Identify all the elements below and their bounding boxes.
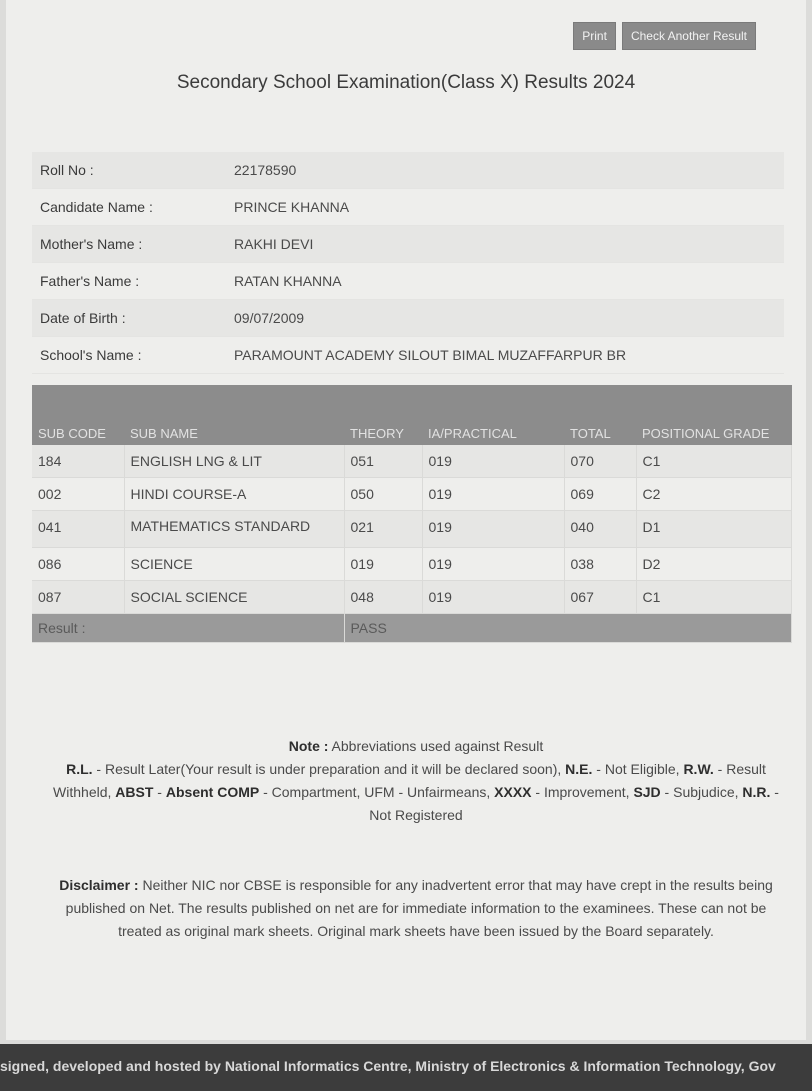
abbreviations-note xyxy=(46,735,786,827)
cell-name: SOCIAL SCIENCE xyxy=(124,581,344,614)
info-value: 09/07/2009 xyxy=(226,300,784,337)
info-value: RATAN KHANNA xyxy=(226,263,784,300)
cell-theory: 021 xyxy=(344,511,422,548)
cell-total: 069 xyxy=(564,478,636,511)
action-buttons xyxy=(573,22,756,50)
cell-grade: C1 xyxy=(636,581,792,614)
cell-practical: 019 xyxy=(422,478,564,511)
table-row xyxy=(32,548,792,581)
abbr-text: - Improvement, xyxy=(531,784,634,800)
table-row xyxy=(32,478,792,511)
cell-total: 038 xyxy=(564,548,636,581)
cell-code: 041 xyxy=(32,511,124,548)
cell-total: 070 xyxy=(564,445,636,478)
abbr: XXXX xyxy=(494,784,532,800)
result-label: Result : xyxy=(32,614,344,643)
disclaimer xyxy=(46,874,786,943)
info-row-candidate-name xyxy=(32,189,784,226)
cell-code: 002 xyxy=(32,478,124,511)
abbr: SJD xyxy=(633,784,661,800)
info-row-mother-name xyxy=(32,226,784,263)
cell-name: MATHEMATICS STANDARD xyxy=(124,511,344,548)
cell-name: ENGLISH LNG & LIT xyxy=(124,445,344,478)
cell-code: 184 xyxy=(32,445,124,478)
header-sub-code: SUB CODE xyxy=(32,385,124,445)
cell-theory: 048 xyxy=(344,581,422,614)
info-label: Father's Name : xyxy=(32,263,226,300)
abbr: ABST xyxy=(115,784,154,800)
cell-theory: 019 xyxy=(344,548,422,581)
abbr-text: - Compartment, UFM - Unfairmeans, xyxy=(259,784,495,800)
info-label: Candidate Name : xyxy=(32,189,226,226)
table-row xyxy=(32,581,792,614)
header-theory: THEORY xyxy=(344,385,422,445)
disclaimer-title: Disclaimer : xyxy=(59,877,139,893)
info-label: Date of Birth : xyxy=(32,300,226,337)
abbr-text: - Result Later(Your result is under preparation and it will be declared soon), xyxy=(92,761,566,777)
candidate-info-table xyxy=(32,152,784,374)
info-label: Mother's Name : xyxy=(32,226,226,263)
info-row-school xyxy=(32,337,784,374)
cell-practical: 019 xyxy=(422,445,564,478)
check-another-result-button[interactable]: Check Another Result xyxy=(622,22,756,50)
abbr-text: - Subjudice, xyxy=(660,784,743,800)
cell-total: 040 xyxy=(564,511,636,548)
info-row-father-name xyxy=(32,263,784,300)
abbr: R.L. xyxy=(66,761,93,777)
abbr-text: - xyxy=(153,784,166,800)
disclaimer-text: Neither NIC nor CBSE is responsible for any inadvertent error that may have crept in the results being published on Net. The results published on net are for immediate information to the examinees. These can not be treated as original mark sheets. Original mark sheets have been issued by the Board separately. xyxy=(65,877,773,939)
abbr-text: - Not Registered xyxy=(369,784,779,823)
table-row xyxy=(32,511,792,548)
cell-practical: 019 xyxy=(422,511,564,548)
info-label: Roll No : xyxy=(32,152,226,189)
abbr: N.R. xyxy=(742,784,771,800)
info-row-roll xyxy=(32,152,784,189)
header-sub-name: SUB NAME xyxy=(124,385,344,445)
cell-total: 067 xyxy=(564,581,636,614)
abbr: Absent COMP xyxy=(165,784,260,800)
cell-grade: D2 xyxy=(636,548,792,581)
cell-code: 087 xyxy=(32,581,124,614)
info-value: RAKHI DEVI xyxy=(226,226,784,263)
info-value: PARAMOUNT ACADEMY SILOUT BIMAL MUZAFFARPUR BR xyxy=(226,337,784,374)
info-row-dob xyxy=(32,300,784,337)
marks-table xyxy=(32,385,792,643)
info-value: 22178590 xyxy=(226,152,784,189)
cell-theory: 050 xyxy=(344,478,422,511)
page-title: Secondary School Examination(Class X) Results 2024 xyxy=(176,72,636,93)
header-total: TOTAL xyxy=(564,385,636,445)
footer: signed, developed and hosted by National Informatics Centre, Ministry of Electronics & Information Technology, Gov xyxy=(0,1044,812,1091)
result-page xyxy=(6,0,806,1040)
cell-practical: 019 xyxy=(422,548,564,581)
cell-name: HINDI COURSE-A xyxy=(124,478,344,511)
abbr-text: - Not Eligible, xyxy=(592,761,684,777)
abbr-text: - Result Withheld, xyxy=(53,761,766,800)
info-value: PRINCE KHANNA xyxy=(226,189,784,226)
cell-grade: C1 xyxy=(636,445,792,478)
note-intro: Abbreviations used against Result xyxy=(328,738,544,754)
info-label: School's Name : xyxy=(32,337,226,374)
note-title: Note : xyxy=(288,738,329,754)
cell-practical: 019 xyxy=(422,581,564,614)
header-practical: IA/PRACTICAL xyxy=(422,385,564,445)
cell-grade: D1 xyxy=(636,511,792,548)
header-grade: POSITIONAL GRADE xyxy=(636,385,792,445)
cell-code: 086 xyxy=(32,548,124,581)
result-row xyxy=(32,614,792,643)
abbr: N.E. xyxy=(565,761,593,777)
table-row xyxy=(32,445,792,478)
result-value: PASS xyxy=(344,614,792,643)
cell-theory: 051 xyxy=(344,445,422,478)
print-button[interactable]: Print xyxy=(573,22,616,50)
marks-header-row xyxy=(32,385,792,445)
abbr: R.W. xyxy=(683,761,714,777)
cell-name: SCIENCE xyxy=(124,548,344,581)
cell-grade: C2 xyxy=(636,478,792,511)
